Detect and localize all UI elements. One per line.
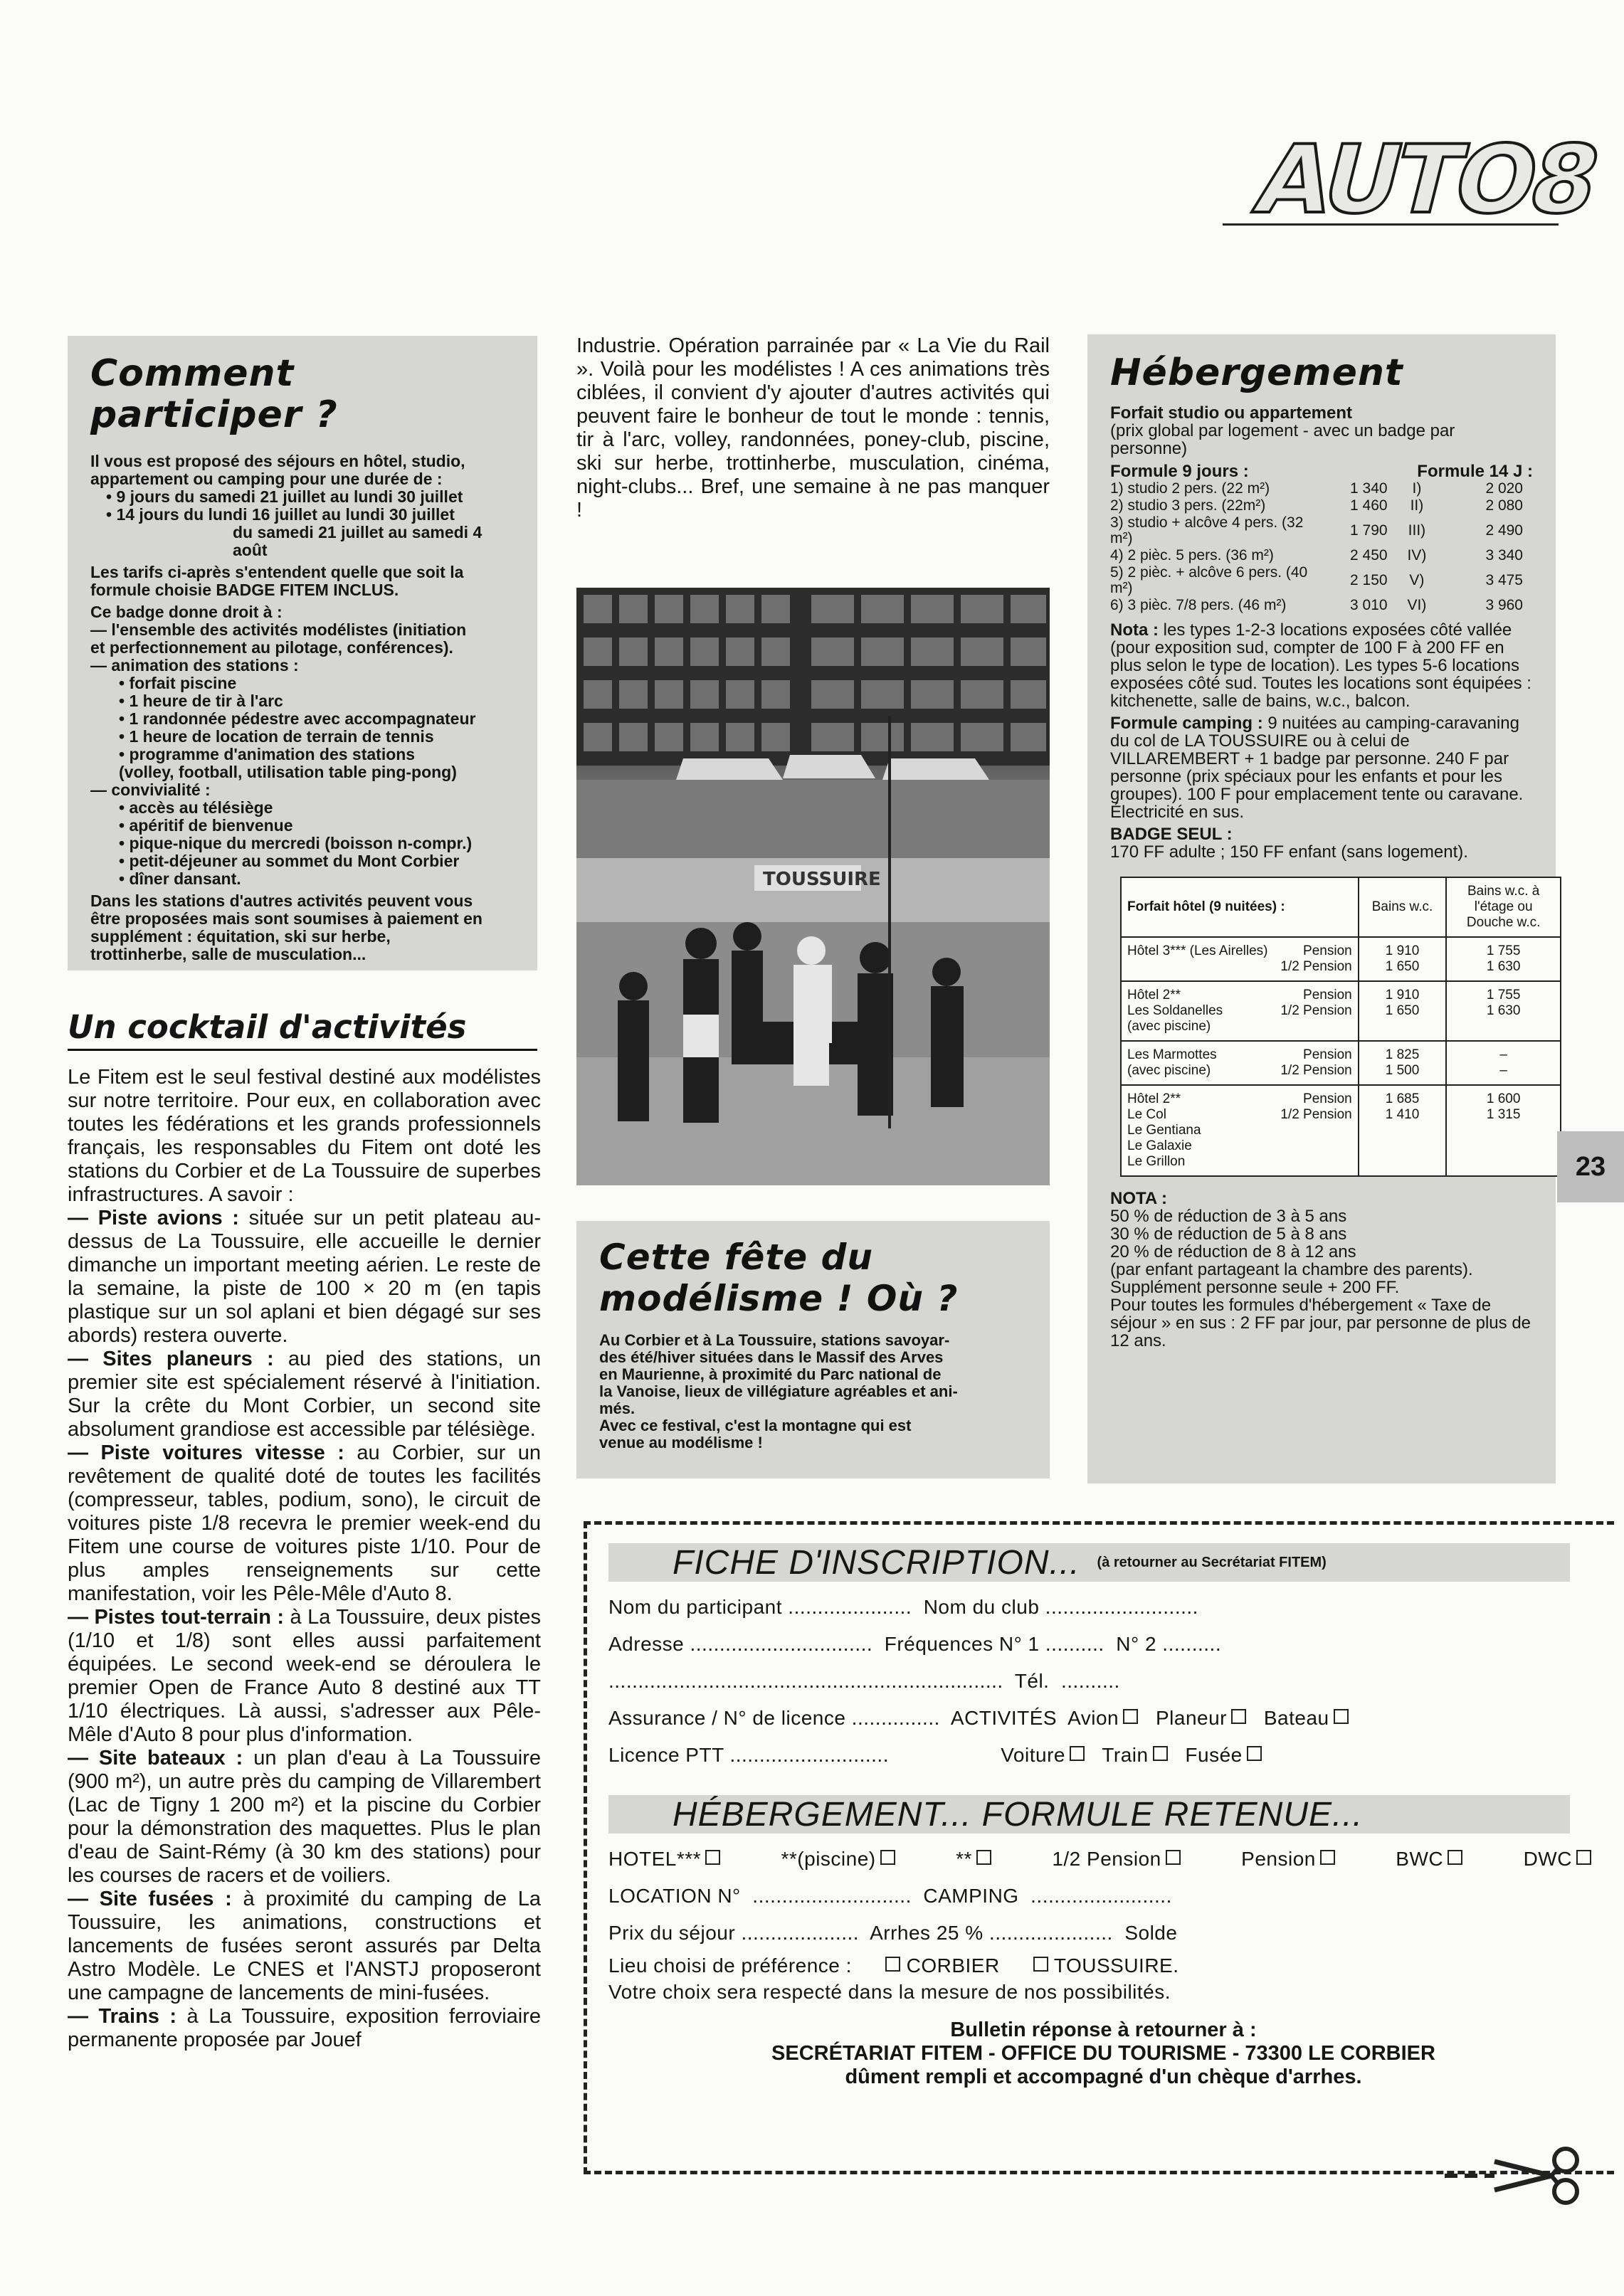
hotel-option-label: DWC: [1523, 1848, 1572, 1870]
hotel-option-checkbox[interactable]: [1166, 1850, 1181, 1865]
nota2-lines: [1110, 1207, 1533, 1350]
activity-text: un plan d'eau à La Toussuire (900 m²), un autre près du camping de Villarembert (Lac de Tigny 1 200 m²) et la piscine du Corbier pour la démonstration des maquettes. Plus le plan d'eau de Saint-Rémy (à 30 km des stations) pour les courses de racers et de voiliers.: [68, 1747, 541, 1887]
comment-lines: [90, 453, 515, 963]
hotel-option-checkbox[interactable]: [705, 1850, 720, 1865]
hotel-header-1: Forfait hôtel (9 nuitées) :: [1121, 877, 1359, 937]
comment-line: formule choisie BADGE FITEM INCLUS.: [90, 581, 399, 599]
planeur-checkbox[interactable]: [1231, 1709, 1246, 1724]
activity-text: au pied des stations, un premier site est spécialement réservé à l'initiation. Sur la crête du Mont Corbier, un second site absolument grandiose est accessible par télésiège.: [68, 1348, 542, 1441]
pension-label: Pension: [1303, 1047, 1352, 1062]
hotel-row-airelles: [1121, 937, 1561, 981]
auto8-logo: [1223, 125, 1607, 235]
comment-line: • pique-nique du mercredi (boisson n-compr.): [119, 834, 473, 852]
comment-line: • 1 randonnée pédestre avec accompagnateur: [119, 709, 476, 728]
cocktail-title: Un cocktail d'activités: [68, 1009, 537, 1051]
activity-text: à La Toussuire, exposition ferroviaire permanente proposée par Jouef: [68, 2005, 541, 2051]
hotel-option-checkbox[interactable]: [1448, 1850, 1462, 1865]
corbier-checkbox[interactable]: [885, 1957, 900, 1972]
comment-participer-panel: [68, 336, 537, 970]
hebergement-form-title-bar: [608, 1795, 1570, 1834]
formula-roman: V): [1409, 572, 1425, 588]
half-pension-label: 1/2 Pension: [1280, 1063, 1352, 1078]
formula-p9: 2 450: [1350, 547, 1388, 564]
form-line-assurance: [608, 1700, 1598, 1737]
nota2-line: Pour toutes les formules d'hébergement « Taxe de séjour » en sus : 2 FF par jour, par personne de plus de 12 ans.: [1110, 1296, 1531, 1350]
pension-label: Pension: [1303, 1091, 1352, 1106]
comment-line: • petit-déjeuner au sommet du Mont Corbier: [119, 852, 460, 870]
price: 1 650: [1385, 1003, 1420, 1018]
hotel-option-checkbox[interactable]: [976, 1850, 991, 1865]
comment-line: • accès au télésiège: [119, 798, 273, 817]
comment-line: • apéritif de bienvenue: [119, 816, 293, 835]
half-pension-label: 1/2 Pension: [1280, 959, 1352, 974]
activity-item: [68, 1348, 541, 1441]
formula-p9: 1 790: [1350, 522, 1388, 539]
formula-p14: 3 960: [1485, 597, 1523, 613]
comment-line: • 14 jours du lundi 16 juillet au lundi 30 juillet: [106, 505, 455, 524]
comment-line: Il vous est proposé des séjours en hôtel, studio,: [90, 452, 465, 470]
badge-label: BADGE SEUL :: [1110, 825, 1233, 844]
formula-row: [1110, 564, 1533, 597]
hotel-name: Les Soldanelles: [1127, 1003, 1223, 1018]
fete-line: més.: [599, 1400, 636, 1417]
fusee-label: Fusée: [1167, 1744, 1243, 1766]
comment-line: supplément : équitation, ski sur herbe,: [90, 927, 391, 946]
hotel-option: [1396, 1841, 1462, 1878]
formula-p9: 1 460: [1350, 497, 1388, 514]
activity-text: au Corbier, sur un revêtement de qualité doté de toutes les facilités (compresseur, tables, podium, sono), le circuit de voitures piste 1/8 recevra le premier week-end du Fitem une course de voitures piste 1/10. Pour de plus amples renseignements sur cette manifestation, voir les Pêle-Mêle d'Auto 8.: [68, 1441, 541, 1605]
comment-line: — animation des stations :: [90, 656, 299, 674]
price: 1 755: [1486, 988, 1521, 1002]
pension-label: Pension: [1303, 943, 1352, 958]
col-14-header: Formule 14 J :: [1417, 462, 1533, 481]
cocktail-intro: Le Fitem est le seul festival destiné aux modélistes sur notre territoire. Pour eux, en collaboration avec toutes les fédérations et les grands professionnels français, les responsables du Fitem ont doté les stations du Corbier et de La Toussuire de superbes infrastructures. A savoir :: [68, 1066, 541, 1206]
hotel-header-3: Bains w.c. à l'étage ou Douche w.c.: [1446, 877, 1561, 937]
form-line-lieu: [608, 1952, 1598, 1980]
activity-label: — Trains :: [68, 2005, 177, 2028]
comment-line: • 9 jours du samedi 21 juillet au lundi 30 juillet: [106, 487, 463, 506]
fete-line: Au Corbier et à La Toussuire, stations savoyar-: [599, 1331, 950, 1349]
hotel-name: Hôtel 2**: [1127, 1091, 1181, 1106]
event-photo: [576, 588, 1050, 1185]
forfait-sub: (prix global par logement - avec un badge par personne): [1110, 421, 1455, 458]
form-line-choix: Votre choix sera respecté dans la mesure de nos possibilités.: [608, 1981, 1171, 2003]
hotel-options-line: [608, 1841, 1598, 1878]
fete-title-line1: Cette fête du: [599, 1237, 873, 1278]
nota2-line: 50 % de réduction de 3 à 5 ans: [1110, 1207, 1347, 1226]
comment-line: — l'ensemble des activités modélistes (initiation: [90, 620, 467, 639]
hotel-option: [1052, 1841, 1180, 1878]
forfait-title: Forfait studio ou appartement: [1110, 403, 1353, 423]
fiche-title: FICHE D'INSCRIPTION...: [673, 1543, 1080, 1582]
comment-title-line1: Comment: [90, 352, 295, 395]
hotel-option: [956, 1841, 991, 1878]
comment-line: • forfait piscine: [119, 674, 237, 692]
hotel-option-label: 1/2 Pension: [1052, 1848, 1161, 1870]
scissors-icon: [1445, 2140, 1587, 2211]
fiche-title-note: (à retourner au Secrétariat FITEM): [1097, 1554, 1327, 1570]
formula-p14: 3 340: [1485, 547, 1523, 564]
camping-paragraph: [1110, 714, 1533, 821]
photo-illustration: [576, 588, 1050, 1185]
activity-label: — Pistes tout-terrain :: [68, 1606, 285, 1629]
comment-line: • programme d'animation des stations: [119, 745, 416, 763]
hotel-option: [1241, 1841, 1335, 1878]
formula-p14: 3 475: [1485, 572, 1523, 588]
nota2-line: 20 % de réduction de 8 à 12 ans: [1110, 1242, 1356, 1261]
formula-label: 4) 2 pièc. 5 pers. (36 m²): [1110, 547, 1274, 564]
fusee-checkbox[interactable]: [1247, 1746, 1262, 1761]
cocktail-items: [68, 1207, 541, 2052]
licence-label: Licence PTT ........................... Voiture: [608, 1744, 1065, 1766]
hotel-row-soldanelles: [1121, 981, 1561, 1041]
form-line-participant[interactable]: Nom du participant ..................... Nom du club ..........................: [608, 1596, 1198, 1618]
fiche-footer: [608, 2019, 1598, 2089]
fete-panel: [576, 1221, 1050, 1478]
activity-label: — Piste voitures vitesse :: [68, 1441, 344, 1464]
comment-line: appartement ou camping pour une durée de :: [90, 470, 443, 488]
formula-p14: 2 020: [1485, 480, 1523, 497]
formula-p14: 2 490: [1485, 522, 1523, 539]
hotel-name: Le Galaxie: [1127, 1138, 1192, 1153]
price: 1 755: [1486, 943, 1521, 958]
price: 1 630: [1486, 959, 1521, 974]
activity-label: — Sites planeurs :: [68, 1348, 274, 1370]
comment-line: Dans les stations d'autres activités peuvent vous: [90, 892, 473, 910]
hotel-option: [608, 1841, 720, 1878]
toussuire-label: TOUSSUIRE.: [1053, 1954, 1179, 1977]
hotel-option-label: HOTEL***: [608, 1848, 702, 1870]
nota2-line: (par enfant partageant la chambre des parents).: [1110, 1260, 1473, 1279]
price: 1 685: [1385, 1091, 1420, 1106]
hotel-header-2: Bains w.c.: [1359, 877, 1447, 937]
comment-line: — convivialité :: [90, 781, 211, 799]
voiture-checkbox[interactable]: [1070, 1746, 1085, 1761]
formula-roman: IV): [1407, 547, 1427, 564]
fete-lines: [599, 1332, 1027, 1451]
price: –: [1499, 1047, 1507, 1062]
nota2-line: 30 % de réduction de 5 à 8 ans: [1110, 1224, 1347, 1244]
formula-label: 3) studio + alcôve 4 pers. (32 m²): [1110, 514, 1304, 546]
comment-line: (volley, football, utilisation table ping-pong): [119, 763, 457, 781]
comment-line: et perfectionnement au pilotage, conférences).: [90, 638, 453, 657]
comment-line: • dîner dansant.: [119, 869, 241, 888]
form-line-location[interactable]: LOCATION N° ........................... CAMPING ........................: [608, 1885, 1172, 1907]
planeur-label: Planeur: [1138, 1707, 1227, 1729]
hebergement-panel: [1087, 334, 1556, 1483]
page-number: 23: [1557, 1131, 1624, 1202]
nota2-title: NOTA :: [1110, 1189, 1167, 1208]
formula-label: 1) studio 2 pers. (22 m²): [1110, 480, 1270, 497]
fete-line: la Vanoise, lieux de villégiature agréables et ani-: [599, 1382, 958, 1400]
formula-row: [1110, 597, 1533, 614]
fete-line: en Maurienne, à proximité du Parc national de: [599, 1365, 942, 1383]
comment-line: • 1 heure de location de terrain de tennis: [119, 727, 434, 746]
price: 1 825: [1385, 1047, 1420, 1062]
formula-table: [1110, 463, 1533, 614]
hotel-name: Les Marmottes: [1127, 1047, 1217, 1062]
activity-label: — Site bateaux :: [68, 1747, 243, 1769]
hotel-table: [1120, 877, 1561, 1177]
hotel-name: Hôtel 2**: [1127, 988, 1181, 1002]
price: 1 910: [1385, 943, 1420, 958]
col-9-header: Formule 9 jours :: [1110, 462, 1249, 481]
nota-paragraph: [1110, 621, 1533, 710]
hotel-name: Le Gentiana: [1127, 1123, 1201, 1138]
comment-line: trottinherbe, salle de musculation...: [90, 945, 367, 963]
form-line-licence: [608, 1737, 1598, 1774]
activity-text: à proximité du camping de La Toussuire, les animations, constructions et lancements de fusées seront assurés par Delta Astro Modèle. Le CNES et l'ANSTJ proposeront une campagne de lancements de mini-fusées.: [68, 1888, 541, 2004]
formula-p14: 2 080: [1485, 497, 1523, 514]
hotel-name: Hôtel 3*** (Les Airelles): [1127, 943, 1268, 958]
form-line-tel[interactable]: ................................................................... Tél. ..........: [608, 1670, 1120, 1692]
photo-sign: TOUSSUIRE: [763, 869, 881, 890]
formula-p9: 2 150: [1350, 572, 1388, 588]
fiche-title-bar: [608, 1543, 1570, 1582]
footer-line-1: Bulletin réponse à retourner à :: [950, 2019, 1257, 2041]
badge-text: 170 FF adulte ; 150 FF enfant (sans logement).: [1110, 842, 1468, 862]
hotel-option-checkbox[interactable]: [880, 1850, 895, 1865]
camping-text: 9 nuitées au camping-caravaning du col de LA TOUSSUIRE ou à celui de VILLAREMBERT + 1 badge par personne. 240 F par personne (prix spéciaux pour les enfants et pour les groupes). 100 F pour emplacement tente ou caravane. Électricité en sus.: [1110, 714, 1524, 822]
comment-line: • 1 heure de tir à l'arc: [119, 692, 283, 710]
hebergement-form-title: HÉBERGEMENT... FORMULE RETENUE...: [673, 1795, 1364, 1834]
comment-line: être proposées mais sont soumises à paiement en: [90, 909, 483, 928]
footer-line-2: SECRÉTARIAT FITEM - OFFICE DU TOURISME - 73300 LE CORBIER: [771, 2042, 1435, 2065]
formula-roman: II): [1410, 497, 1424, 514]
hotel-option: [1524, 1841, 1591, 1878]
formula-row: [1110, 547, 1533, 564]
hotel-row-marmottes: [1121, 1041, 1561, 1085]
hotel-note: (avec piscine): [1127, 1063, 1211, 1078]
formula-roman: VI): [1407, 597, 1427, 613]
camping-label: Formule camping :: [1110, 714, 1263, 733]
half-pension-label: 1/2 Pension: [1280, 1003, 1352, 1018]
formula-p9: 1 340: [1350, 480, 1388, 497]
formula-row: [1110, 480, 1533, 497]
cocktail-body: [68, 1066, 541, 2052]
hotel-name: Le Col: [1127, 1107, 1166, 1122]
lieu-label: Lieu choisi de préférence :: [608, 1954, 852, 1977]
hotel-note: (avec piscine): [1127, 1019, 1211, 1034]
formula-p9: 3 010: [1350, 597, 1388, 613]
train-checkbox[interactable]: [1153, 1746, 1168, 1761]
nota-label: Nota :: [1110, 620, 1159, 640]
comment-title-line2: participer ?: [90, 393, 338, 436]
hotel-name: Le Grillon: [1127, 1154, 1186, 1169]
fete-line: Avec ce festival, c'est la montagne qui est: [599, 1417, 912, 1434]
price: 1 315: [1486, 1107, 1521, 1122]
logo-text: AUTO8: [1245, 125, 1607, 235]
bateau-label: Bateau: [1246, 1707, 1329, 1729]
toussuire-checkbox[interactable]: [1033, 1957, 1048, 1972]
comment-line: Les tarifs ci-après s'entendent quelle que soit la: [90, 563, 464, 581]
middle-column-text: [576, 334, 1050, 522]
hotel-option-label: Pension: [1241, 1848, 1316, 1870]
hotel-option-checkbox[interactable]: [1320, 1850, 1335, 1865]
hotel-row-col: [1121, 1085, 1561, 1176]
activity-label: — Site fusées :: [68, 1888, 232, 1910]
fete-line: venue au modélisme !: [599, 1434, 763, 1451]
pension-label: Pension: [1303, 988, 1352, 1002]
hotel-option: [781, 1841, 895, 1878]
formula-roman: I): [1412, 480, 1422, 497]
activity-item: [68, 1207, 541, 1348]
formula-roman: III): [1408, 522, 1426, 539]
activity-item: [68, 1747, 541, 1888]
middle-text: Industrie. Opération parrainée par « La Vie du Rail ». Voilà pour les modélistes ! A ces animations très ciblées, il convient d'y ajouter d'autres activités qui peuvent faire le bonheur de tout le monde : tennis, tir à l'arc, volley, randonnées, poney-club, piscine, ski sur herbe, trottinherbe, musculation, cinéma, night-clubs... Bref, une semaine à ne pas manquer !: [576, 334, 1050, 522]
price: –: [1499, 1063, 1507, 1078]
formula-row: [1110, 514, 1533, 547]
hotel-option-checkbox[interactable]: [1576, 1850, 1591, 1865]
hebergement-title: Hébergement: [1110, 351, 1403, 394]
activity-item: [68, 2005, 541, 2052]
hotel-option-label: BWC: [1396, 1848, 1444, 1870]
comment-line: Ce badge donne droit à :: [90, 603, 283, 621]
bateau-checkbox[interactable]: [1334, 1709, 1349, 1724]
train-label: Train: [1084, 1744, 1149, 1766]
corbier-label: CORBIER: [906, 1954, 1000, 1977]
activity-item: [68, 1888, 541, 2005]
price: 1 630: [1486, 1003, 1521, 1018]
half-pension-label: 1/2 Pension: [1280, 1107, 1352, 1122]
nota2-line: Supplément personne seule + 200 FF.: [1110, 1278, 1400, 1297]
registration-form: [584, 1521, 1614, 2174]
formula-row: [1110, 497, 1533, 514]
price: 1 910: [1385, 988, 1420, 1002]
fete-line: des été/hiver situées dans le Massif des Arves: [599, 1348, 944, 1366]
footer-line-3: dûment rempli et accompagné d'un chèque d'arrhes.: [845, 2065, 1362, 2088]
assurance-label: Assurance / N° de licence ............... ACTIVITÉS Avion: [608, 1707, 1119, 1729]
activity-item: [68, 1606, 541, 1747]
nota-text: les types 1-2-3 locations exposées côté vallée (pour exposition sud, compter de 100 F à 200 FF en plus selon le type de location). Les types 5-6 locations exposées côté sud. Toutes les locations sont équipées : kitchenette, salle de bains, w.c., balcon.: [1110, 620, 1531, 711]
formula-label: 6) 3 pièc. 7/8 pers. (46 m²): [1110, 597, 1287, 613]
fete-title-line2: modélisme ! Où ?: [599, 1278, 959, 1319]
activity-item: [68, 1441, 541, 1606]
comment-line: du samedi 21 juillet au samedi 4 août: [233, 523, 483, 559]
formula-label: 5) 2 pièc. + alcôve 6 pers. (40 m²): [1110, 564, 1308, 596]
price: 1 600: [1486, 1091, 1521, 1106]
activity-text: située sur un petit plateau au-dessus de La Toussuire, elle accueille le dernier dimanche un important meeting aérien. Le reste de la semaine, la piste de 100 × 20 m (en tapis plastique sur un sol aplani et bien dégagé sur ses abords) restera ouverte.: [68, 1207, 542, 1347]
logo-graphic: [1223, 125, 1607, 235]
formula-label: 2) studio 3 pers. (22m²): [1110, 497, 1266, 514]
avion-checkbox[interactable]: [1123, 1709, 1138, 1724]
activity-label: — Piste avions :: [68, 1207, 239, 1229]
price: 1 410: [1385, 1107, 1420, 1122]
price: 1 500: [1385, 1063, 1420, 1078]
activity-text: à La Toussuire, deux pistes (1/10 et 1/8) sont elles aussi parfaitement équipées. Le second week-end se déroulera le premier Open de France Auto 8 destiné aux TT 1/10 électriques. Là aussi, s'adresser aux Pêle-Mêle d'Auto 8 pour plus d'information.: [68, 1606, 541, 1746]
price: 1 650: [1385, 959, 1420, 974]
hotel-option-label: **(piscine): [781, 1848, 876, 1870]
hotel-option-label: **: [956, 1848, 972, 1870]
form-line-prix[interactable]: Prix du séjour .................... Arrhes 25 % ..................... Solde: [608, 1922, 1178, 1944]
form-line-adresse[interactable]: Adresse ............................... Fréquences N° 1 .......... N° 2 ..........: [608, 1633, 1222, 1655]
